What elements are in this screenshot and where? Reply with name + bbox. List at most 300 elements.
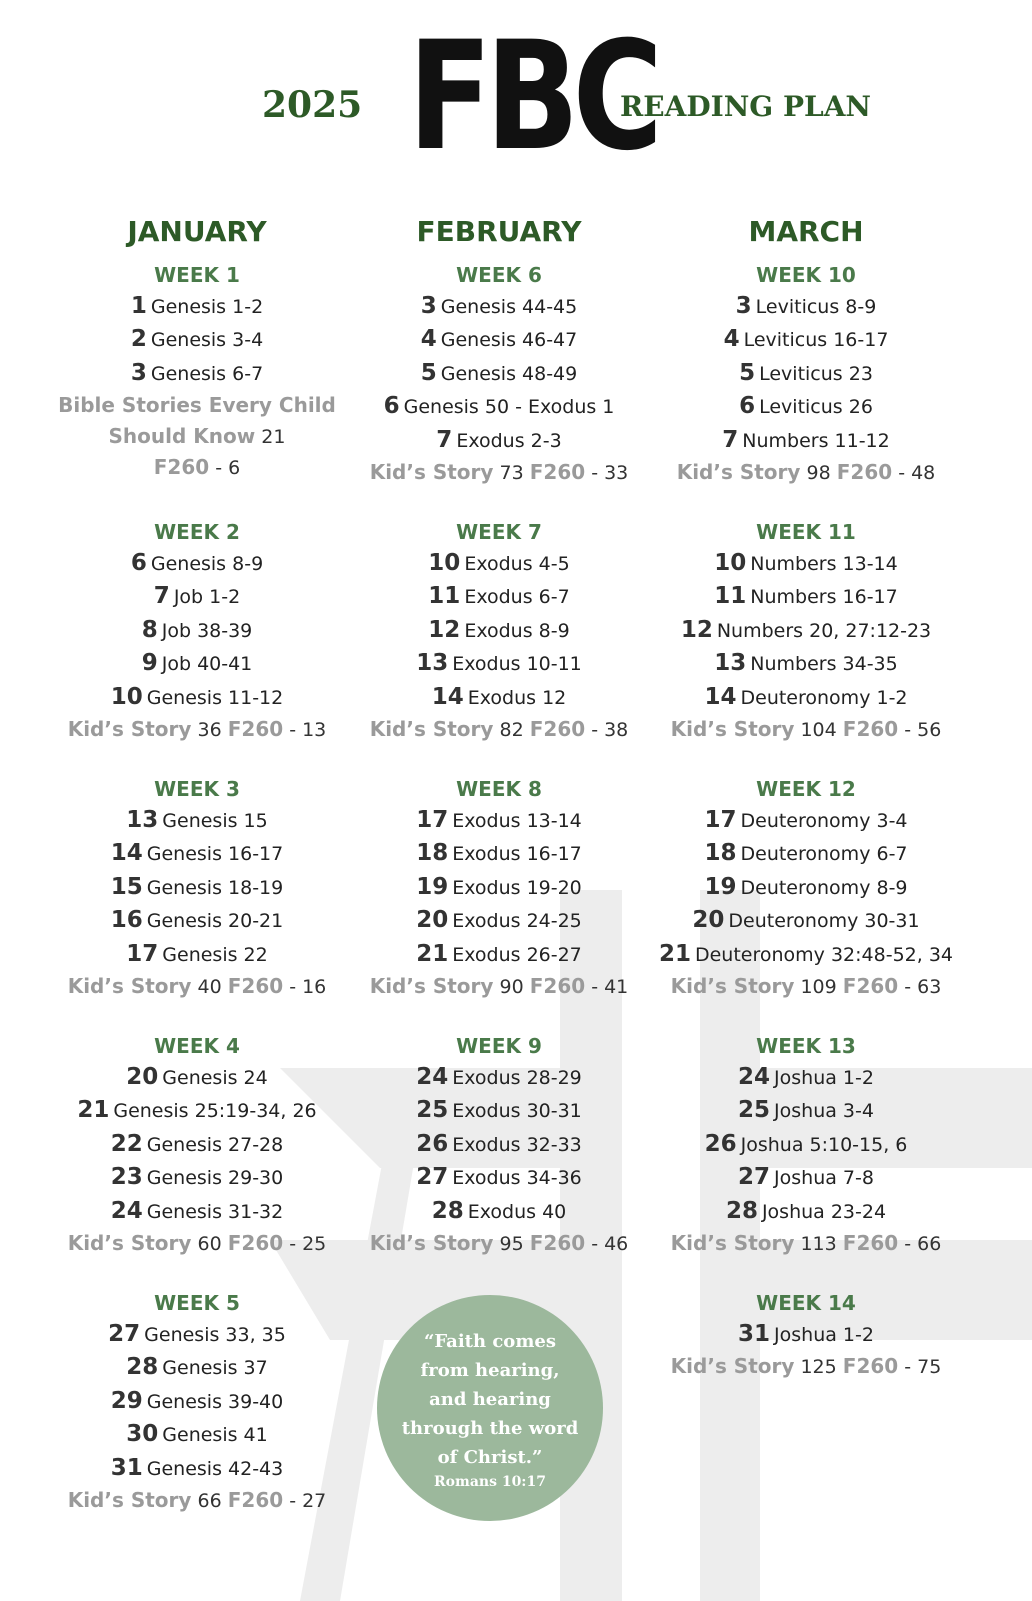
reading-text: Genesis 25:19-34, 26 (113, 1100, 317, 1123)
day-number: 3 (130, 359, 147, 386)
week-block (641, 260, 971, 517)
reading-entry (334, 290, 664, 323)
reading-entry (334, 1128, 664, 1161)
f260-number: - 75 (904, 1356, 942, 1379)
kids-story-line (334, 714, 664, 744)
reading-entry (334, 1094, 664, 1127)
week-title: WEEK 12 (756, 777, 856, 801)
reading-entry (641, 837, 971, 870)
story-number: 95 (499, 1232, 524, 1255)
reading-text: Genesis 39-40 (146, 1390, 284, 1413)
quote-line: “Faith comes (424, 1330, 556, 1352)
reading-entry (641, 1161, 971, 1194)
reading-entry (641, 904, 971, 937)
f260-label: F260 (227, 1487, 284, 1512)
day-number: 28 (725, 1197, 758, 1224)
kids-story-label: Kid’s Story (67, 1230, 192, 1255)
reading-entry (32, 938, 362, 971)
reading-text: Numbers 11-12 (742, 429, 890, 452)
month-column-march (641, 212, 971, 1545)
reading-text: Leviticus 23 (759, 362, 873, 385)
reading-entry (32, 1128, 362, 1161)
reading-entry (32, 681, 362, 714)
week-title: WEEK 11 (756, 520, 856, 544)
day-number: 20 (416, 907, 449, 934)
reading-text: Exodus 26-27 (452, 943, 582, 966)
day-number: 25 (738, 1097, 771, 1124)
reading-text: Genesis 24 (162, 1067, 268, 1089)
reading-text: Job 38-39 (161, 619, 253, 642)
day-number: 12 (428, 616, 461, 643)
day-number: 18 (416, 840, 449, 867)
reading-text: Exodus 10-11 (452, 653, 582, 676)
reading-entry (334, 580, 664, 613)
day-number: 16 (110, 907, 143, 934)
f260-label: F260 (529, 459, 586, 484)
reading-text: Joshua 7-8 (774, 1167, 874, 1190)
reading-text: Numbers 20, 27:12-23 (716, 619, 932, 642)
day-number: 25 (416, 1097, 449, 1124)
reading-entry (641, 290, 971, 323)
f260-label: F260 (529, 1230, 586, 1255)
reading-text: Genesis 31-32 (146, 1200, 284, 1223)
header (0, 0, 1032, 190)
reading-text: Job 1-2 (173, 586, 241, 609)
reading-entry (641, 390, 971, 423)
reading-text: Exodus 32-33 (452, 1133, 582, 1156)
day-number: 4 (420, 326, 437, 353)
reading-entry (334, 938, 664, 971)
reading-text: Exodus 30-31 (452, 1100, 582, 1123)
day-number: 17 (126, 940, 159, 967)
kids-story-line (334, 971, 664, 1001)
reading-entry (32, 837, 362, 870)
reading-entry (32, 904, 362, 937)
kids-story-line (32, 390, 362, 483)
reading-text: Deuteronomy 3-4 (740, 810, 908, 832)
reading-text: Joshua 1-2 (774, 1324, 874, 1346)
f260-number: - 33 (591, 461, 629, 484)
reading-entry (32, 357, 362, 390)
reading-text: Exodus 13-14 (452, 810, 582, 832)
f260-number: - 48 (898, 461, 936, 484)
day-number: 24 (738, 1064, 771, 1090)
reading-entry (641, 614, 971, 647)
reading-entry (641, 1061, 971, 1094)
reading-text: Deuteronomy 30-31 (728, 910, 920, 933)
week-title: WEEK 5 (154, 1291, 240, 1315)
month-title: FEBRUARY (416, 215, 582, 248)
kids-story-label: Kid’s Story (67, 1487, 192, 1512)
month-column-february (334, 212, 664, 1288)
week-block (641, 1031, 971, 1288)
f260-number: - 16 (289, 975, 327, 998)
reading-text: Exodus 8-9 (464, 619, 570, 642)
day-number: 17 (416, 807, 449, 833)
day-number: 30 (126, 1421, 159, 1448)
reading-text: Exodus 6-7 (464, 586, 570, 609)
f260-number: - 63 (904, 975, 942, 998)
day-number: 10 (714, 550, 747, 576)
day-number: 18 (704, 840, 737, 867)
month-title: MARCH (748, 215, 864, 248)
reading-text: Exodus 4-5 (464, 553, 570, 575)
day-number: 11 (714, 583, 747, 610)
reading-entry (334, 871, 664, 904)
day-number: 9 (141, 650, 158, 677)
quote-reference: Romans 10:17 (434, 1473, 546, 1490)
quote-line: of Christ.” (437, 1446, 543, 1468)
quote-line: from hearing, (420, 1359, 560, 1381)
week-block (32, 1288, 362, 1545)
kids-story-line (32, 1228, 362, 1258)
reading-entry (334, 804, 664, 837)
day-number: 14 (431, 683, 464, 710)
reading-text: Genesis 16-17 (146, 843, 284, 866)
reading-text: Genesis 11-12 (146, 686, 284, 709)
reading-text: Exodus 2-3 (456, 429, 562, 452)
quote-line: and hearing (429, 1388, 551, 1410)
week-block (334, 1031, 664, 1288)
reading-entry (334, 1061, 664, 1094)
kids-story-line (641, 971, 971, 1001)
reading-text: Joshua 5:10-15, 6 (740, 1133, 908, 1156)
f260-label: F260 (529, 973, 586, 998)
day-number: 6 (739, 393, 756, 420)
day-number: 8 (141, 616, 158, 643)
day-number: 13 (416, 650, 449, 677)
day-number: 10 (428, 550, 461, 576)
story-number: 73 (499, 461, 524, 484)
reading-text: Genesis 15 (162, 810, 268, 832)
reading-text: Genesis 44-45 (440, 296, 578, 318)
day-number: 19 (416, 873, 449, 900)
week-title: WEEK 6 (456, 263, 542, 287)
reading-text: Leviticus 16-17 (743, 329, 889, 352)
week-block (32, 517, 362, 774)
reading-text: Genesis 6-7 (150, 362, 264, 385)
reading-entry (641, 647, 971, 680)
f260-label: F260 (842, 1354, 899, 1379)
reading-entry (641, 323, 971, 356)
day-number: 7 (153, 583, 170, 610)
reading-entry (32, 647, 362, 680)
story-book-label: Should Know (108, 424, 256, 449)
week-block (334, 774, 664, 1031)
reading-text: Genesis 48-49 (440, 362, 578, 385)
story-number: 125 (800, 1356, 837, 1379)
reading-entry (641, 424, 971, 457)
day-number: 6 (383, 393, 400, 420)
reading-text: Genesis 50 - Exodus 1 (403, 396, 615, 419)
kids-story-label: Kid’s Story (369, 716, 494, 741)
reading-entry (641, 357, 971, 390)
day-number: 13 (714, 650, 747, 677)
reading-entry (641, 1094, 971, 1127)
reading-text: Numbers 34-35 (750, 653, 898, 676)
kids-story-line (334, 457, 664, 487)
kids-story-line (32, 1485, 362, 1515)
f260-number: - 38 (591, 718, 629, 741)
day-number: 4 (723, 326, 740, 353)
story-number: 36 (197, 718, 222, 741)
reading-text: Deuteronomy 32:48-52, 34 (694, 943, 954, 966)
kids-story-label: Kid’s Story (670, 1354, 795, 1379)
day-number: 26 (704, 1130, 737, 1157)
reading-text: Exodus 34-36 (452, 1167, 582, 1190)
week-title: WEEK 14 (756, 1291, 856, 1315)
day-number: 31 (110, 1454, 143, 1481)
week-title: WEEK 1 (154, 263, 240, 287)
kids-story-label: Kid’s Story (369, 973, 494, 998)
reading-entry (334, 357, 664, 390)
day-number: 28 (126, 1354, 159, 1381)
reading-text: Genesis 41 (162, 1424, 268, 1447)
reading-entry (334, 424, 664, 457)
reading-text: Numbers 13-14 (750, 553, 898, 575)
day-number: 23 (110, 1164, 143, 1191)
reading-text: Leviticus 26 (759, 396, 873, 419)
reading-text: Leviticus 8-9 (755, 296, 877, 318)
kids-story-line (334, 1228, 664, 1258)
day-number: 21 (658, 940, 691, 967)
reading-text: Genesis 1-2 (150, 296, 264, 318)
f260-label: F260 (227, 973, 284, 998)
f260-number: - 25 (289, 1232, 327, 1255)
reading-entry (641, 1195, 971, 1228)
reading-entry (641, 871, 971, 904)
week-title: WEEK 7 (456, 520, 542, 544)
month-column-january (32, 212, 362, 1545)
reading-entry (334, 323, 664, 356)
kids-story-line (32, 714, 362, 744)
week-title: WEEK 4 (154, 1034, 240, 1058)
day-number: 26 (416, 1130, 449, 1157)
month-title: JANUARY (127, 215, 267, 248)
reading-entry (32, 1161, 362, 1194)
quote-line: through the word (401, 1417, 579, 1439)
week-block (641, 1288, 971, 1545)
day-number: 12 (680, 616, 713, 643)
day-number: 7 (436, 426, 453, 453)
reading-entry (641, 804, 971, 837)
kids-story-label: Kid’s Story (676, 459, 801, 484)
day-number: 13 (126, 807, 159, 833)
day-number: 1 (130, 293, 147, 319)
kids-story-line (641, 457, 971, 487)
story-number: 82 (499, 718, 524, 741)
reading-entry (641, 580, 971, 613)
kids-story-label: Kid’s Story (670, 716, 795, 741)
reading-text: Exodus 12 (467, 686, 567, 709)
reading-text: Joshua 23-24 (761, 1200, 887, 1223)
week-block (32, 774, 362, 1031)
reading-entry (32, 1195, 362, 1228)
day-number: 21 (77, 1097, 110, 1124)
reading-text: Genesis 8-9 (150, 553, 264, 575)
day-number: 7 (722, 426, 739, 453)
story-number: 90 (499, 975, 524, 998)
week-block (641, 517, 971, 774)
day-number: 27 (108, 1321, 141, 1347)
reading-entry (334, 1161, 664, 1194)
day-number: 31 (738, 1321, 771, 1347)
reading-text: Genesis 20-21 (146, 910, 284, 933)
reading-text: Genesis 3-4 (150, 329, 264, 352)
quote-text (400, 1327, 580, 1472)
f260-label: F260 (153, 455, 210, 480)
f260-label: F260 (842, 973, 899, 998)
f260-number: - 66 (904, 1232, 942, 1255)
reading-text: Joshua 3-4 (774, 1100, 874, 1123)
day-number: 14 (704, 683, 737, 710)
day-number: 20 (692, 907, 725, 934)
reading-entry (334, 681, 664, 714)
reading-entry (334, 614, 664, 647)
kids-story-line (641, 1351, 971, 1381)
story-number: 98 (806, 461, 831, 484)
day-number: 28 (431, 1197, 464, 1224)
kids-story-line (32, 971, 362, 1001)
day-number: 21 (416, 940, 449, 967)
f260-number: - 56 (904, 718, 942, 741)
story-number: 113 (800, 1232, 837, 1255)
story-number: 109 (800, 975, 837, 998)
reading-text: Deuteronomy 8-9 (740, 876, 908, 899)
reading-text: Exodus 28-29 (452, 1067, 582, 1089)
reading-entry (334, 547, 664, 580)
reading-entry (641, 938, 971, 971)
day-number: 14 (110, 840, 143, 867)
kids-story-line (641, 714, 971, 744)
day-number: 24 (416, 1064, 449, 1090)
week-block (32, 260, 362, 517)
week-title: WEEK 13 (756, 1034, 856, 1058)
f260-label: F260 (842, 716, 899, 741)
f260-label: F260 (842, 1230, 899, 1255)
reading-entry (334, 390, 664, 423)
reading-entry (641, 681, 971, 714)
story-number: 104 (800, 718, 837, 741)
f260-number: - 41 (591, 975, 629, 998)
story-number: 66 (197, 1489, 222, 1512)
day-number: 22 (110, 1130, 143, 1157)
kids-story-line (641, 1228, 971, 1258)
f260-number: - 27 (289, 1489, 327, 1512)
f260-number: - 13 (289, 718, 327, 741)
day-number: 3 (420, 293, 437, 319)
week-title: WEEK 8 (456, 777, 542, 801)
reading-text: Numbers 16-17 (750, 586, 898, 609)
reading-text: Genesis 46-47 (440, 329, 578, 352)
kids-story-label: Kid’s Story (67, 716, 192, 741)
day-number: 27 (738, 1164, 771, 1191)
reading-entry (32, 323, 362, 356)
reading-entry (32, 1318, 362, 1351)
reading-text: Genesis 42-43 (146, 1457, 284, 1480)
reading-entry (641, 547, 971, 580)
reading-entry (641, 1128, 971, 1161)
reading-entry (32, 1452, 362, 1485)
reading-entry (32, 614, 362, 647)
reading-entry (32, 580, 362, 613)
day-number: 5 (739, 359, 756, 386)
reading-entry (32, 1094, 362, 1127)
day-number: 27 (416, 1164, 449, 1191)
reading-entry (334, 1195, 664, 1228)
kids-story-label: Kid’s Story (369, 1230, 494, 1255)
reading-entry (32, 1351, 362, 1384)
reading-entry (641, 1318, 971, 1351)
reading-entry (334, 904, 664, 937)
reading-text: Job 40-41 (161, 653, 253, 676)
kids-story-label: Kid’s Story (670, 1230, 795, 1255)
day-number: 29 (110, 1387, 143, 1414)
week-block (334, 517, 664, 774)
reading-text: Genesis 29-30 (146, 1167, 284, 1190)
day-number: 10 (110, 683, 143, 710)
day-number: 17 (704, 807, 737, 833)
story-number: 40 (197, 975, 222, 998)
day-number: 19 (704, 873, 737, 900)
day-number: 15 (110, 873, 143, 900)
kids-story-label: Kid’s Story (67, 973, 192, 998)
week-block (334, 260, 664, 517)
reading-text: Genesis 22 (162, 943, 268, 966)
day-number: 20 (126, 1064, 159, 1090)
reading-text: Joshua 1-2 (774, 1067, 874, 1089)
reading-entry (334, 837, 664, 870)
reading-text: Exodus 19-20 (452, 876, 582, 899)
week-title: WEEK 10 (756, 263, 856, 287)
week-title: WEEK 2 (154, 520, 240, 544)
story-number: 60 (197, 1232, 222, 1255)
reading-entry (32, 1061, 362, 1094)
day-number: 2 (130, 326, 147, 353)
story-book-label: Bible Stories Every Child (58, 393, 336, 418)
reading-text: Genesis 33, 35 (144, 1324, 286, 1346)
f260-label: F260 (529, 716, 586, 741)
reading-entry (32, 871, 362, 904)
f260-label: F260 (227, 1230, 284, 1255)
scripture-quote-circle (377, 1295, 603, 1521)
reading-text: Genesis 27-28 (146, 1133, 284, 1156)
day-number: 5 (420, 359, 437, 386)
kids-story-label: Kid’s Story (369, 459, 494, 484)
reading-entry (32, 1385, 362, 1418)
day-number: 6 (130, 550, 147, 576)
year-label: 2025 (262, 84, 363, 126)
reading-text: Deuteronomy 6-7 (740, 843, 908, 866)
week-block (641, 774, 971, 1031)
f260-number: - 6 (215, 457, 241, 480)
plan-title: READING PLAN (620, 90, 872, 123)
reading-entry (32, 547, 362, 580)
week-title: WEEK 3 (154, 777, 240, 801)
reading-text: Deuteronomy 1-2 (740, 686, 908, 709)
day-number: 3 (735, 293, 752, 319)
reading-text: Exodus 16-17 (452, 843, 582, 866)
reading-text: Exodus 24-25 (452, 910, 582, 933)
day-number: 11 (428, 583, 461, 610)
fbc-logo: FBC (408, 10, 657, 184)
reading-entry (32, 1418, 362, 1451)
reading-text: Exodus 40 (467, 1200, 567, 1223)
week-title: WEEK 9 (456, 1034, 542, 1058)
f260-number: - 46 (591, 1232, 629, 1255)
story-number: 21 (261, 426, 286, 449)
f260-label: F260 (227, 716, 284, 741)
